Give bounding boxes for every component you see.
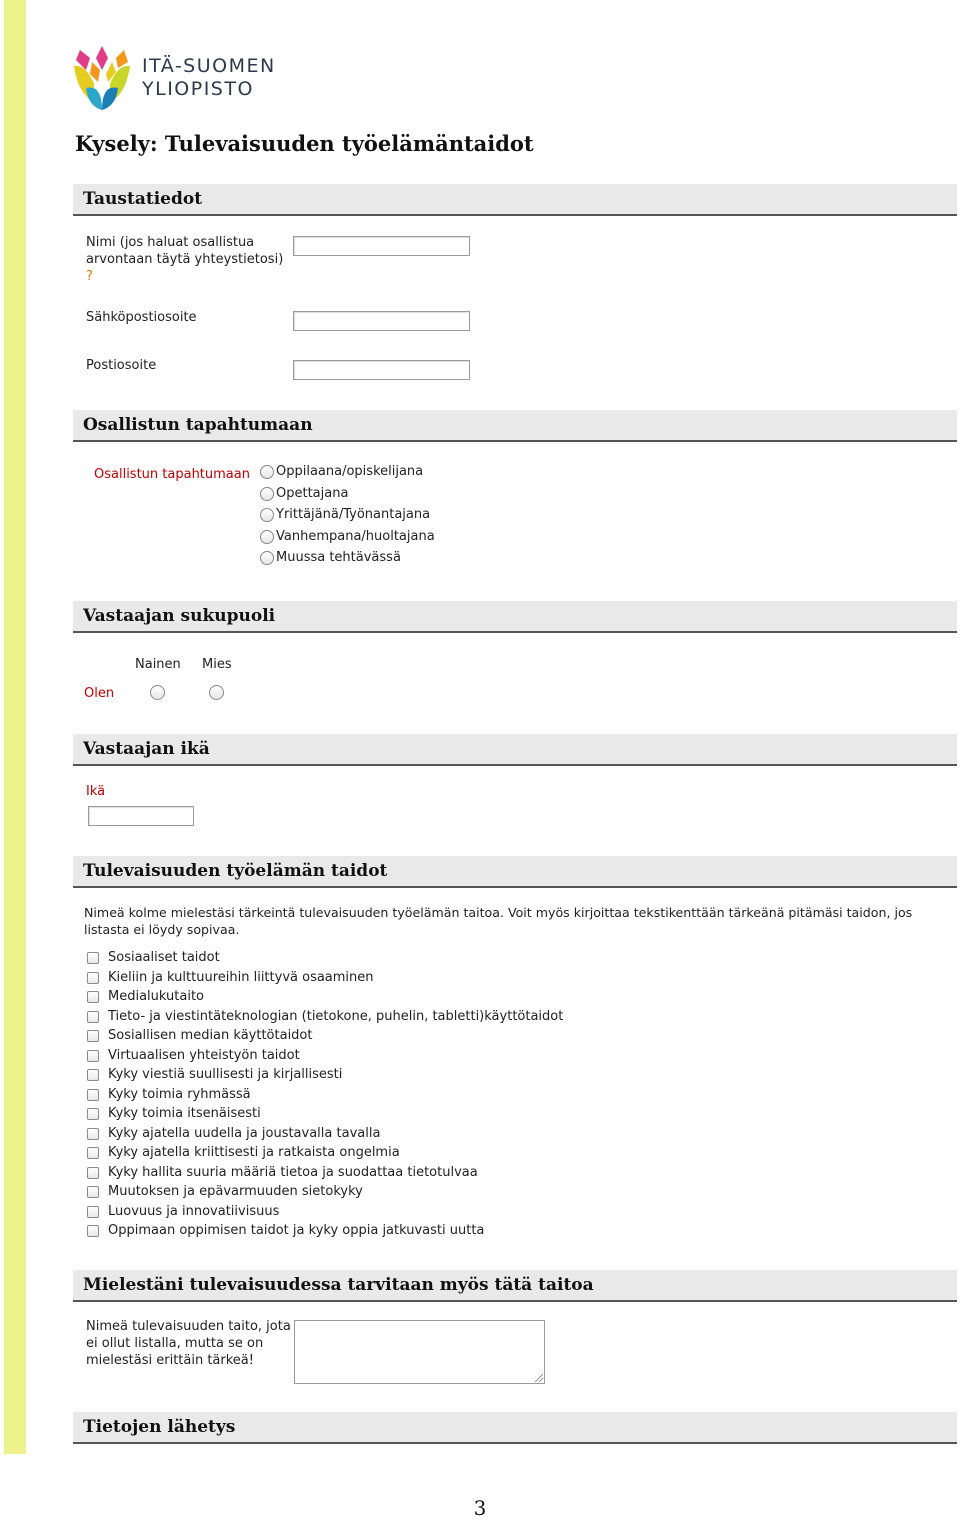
section-header-taustatiedot xyxy=(73,184,957,216)
skill-option-label[interactable]: Muutoksen ja epävarmuuden sietokyky xyxy=(108,1184,363,1199)
participation-option-label[interactable]: Opettajana xyxy=(276,485,349,501)
skill-checkbox[interactable] xyxy=(87,1069,99,1081)
participation-radio[interactable] xyxy=(260,530,274,544)
age-label: Ikä xyxy=(86,784,106,799)
participation-option-label[interactable]: Muussa tehtävässä xyxy=(276,550,401,566)
name-label-line-1: Nimi (jos haluat osallistua xyxy=(86,235,255,250)
skill-checkbox[interactable] xyxy=(87,1089,99,1101)
participation-option-label[interactable]: Yrittäjänä/Työnantajana xyxy=(276,507,431,523)
section-title: Tulevaisuuden työelämän taidot xyxy=(83,861,388,881)
name-label xyxy=(86,234,283,285)
logo-text xyxy=(142,55,276,101)
participation-label: Osallistun tapahtumaan xyxy=(94,467,250,482)
participation-radio[interactable] xyxy=(260,508,274,522)
skill-checkbox[interactable] xyxy=(87,1167,99,1179)
skill-checkbox[interactable] xyxy=(87,1186,99,1198)
gender-col-male: Mies xyxy=(202,657,232,672)
participation-option-label[interactable]: Vanhempana/huoltajana xyxy=(276,528,435,544)
skill-checkbox[interactable] xyxy=(87,952,99,964)
skill-option-label[interactable]: Tieto- ja viestintäteknologian (tietokone, puhelin, tabletti)käyttötaidot xyxy=(108,1008,564,1024)
skill-checkbox[interactable] xyxy=(87,1108,99,1120)
section-header-taidot xyxy=(73,856,957,888)
email-input[interactable] xyxy=(293,311,470,331)
resize-grip-icon[interactable] xyxy=(535,1374,543,1382)
gender-col-female: Nainen xyxy=(135,657,181,672)
logo-emblem-icon xyxy=(72,44,134,110)
section-title: Vastaajan ikä xyxy=(83,739,210,759)
section-title: Mielestäni tulevaisuudessa tarvitaan myös tätä taitoa xyxy=(83,1275,594,1295)
skill-option-label[interactable]: Medialukutaito xyxy=(108,989,204,1004)
skills-instruction-line-2: listasta ei löydy sopivaa. xyxy=(84,922,240,937)
name-input[interactable] xyxy=(293,236,470,256)
skill-option-label[interactable]: Sosiaaliset taidot xyxy=(108,950,220,965)
section-header-ika xyxy=(73,734,957,766)
gender-row-label: Olen xyxy=(84,686,115,701)
skill-option-label[interactable]: Oppimaan oppimisen taidot ja kyky oppia jatkuvasti uutta xyxy=(108,1223,485,1238)
skill-option-label[interactable]: Sosiallisen median käyttötaidot xyxy=(108,1028,313,1043)
skill-checkbox[interactable] xyxy=(87,1128,99,1140)
other-skill-label-line-3: mielestäsi erittäin tärkeä! xyxy=(86,1353,254,1368)
section-title: Taustatiedot xyxy=(83,189,203,209)
other-skill-textarea[interactable] xyxy=(294,1320,545,1384)
address-label: Postiosoite xyxy=(86,358,157,373)
help-icon[interactable]: ? xyxy=(86,269,93,284)
section-header-sukupuoli xyxy=(73,601,957,633)
logo-line-1: ITÄ-SUOMEN xyxy=(142,55,276,77)
section-title: Tietojen lähetys xyxy=(83,1417,236,1437)
skill-checkbox[interactable] xyxy=(87,1206,99,1218)
page-title: Kysely: Tulevaisuuden työelämäntaidot xyxy=(75,131,534,156)
age-input[interactable] xyxy=(88,806,194,826)
page-margin-bar xyxy=(4,0,26,1454)
skill-option-label[interactable]: Kyky viestiä suullisesti ja kirjallisesti xyxy=(108,1067,343,1082)
participation-radio[interactable] xyxy=(260,487,274,501)
skill-option-label[interactable]: Kyky hallita suuria määriä tietoa ja suodattaa tietotulvaa xyxy=(108,1164,478,1180)
skill-option-label[interactable]: Kyky toimia ryhmässä xyxy=(108,1086,251,1102)
skill-option-label[interactable]: Kyky ajatella uudella ja joustavalla tavalla xyxy=(108,1125,381,1141)
skill-checkbox[interactable] xyxy=(87,991,99,1003)
section-header-osallistun xyxy=(73,410,957,442)
other-skill-label-line-1: Nimeä tulevaisuuden taito, jota xyxy=(86,1319,291,1334)
skill-checkbox[interactable] xyxy=(87,1011,99,1023)
skill-checkbox[interactable] xyxy=(87,1050,99,1062)
skill-option-label[interactable]: Kieliin ja kulttuureihin liittyvä osaaminen xyxy=(108,969,374,985)
participation-radio[interactable] xyxy=(260,551,274,565)
email-label: Sähköpostiosoite xyxy=(86,310,197,325)
other-skill-label-line-2: ei ollut listalla, mutta se on xyxy=(86,1336,264,1351)
skill-checkbox[interactable] xyxy=(87,972,99,984)
other-skill-label xyxy=(86,1318,291,1369)
section-header-lahetys xyxy=(73,1412,957,1444)
skill-option-label[interactable]: Kyky ajatella kriittisesti ja ratkaista ongelmia xyxy=(108,1145,400,1160)
skill-checkbox[interactable] xyxy=(87,1225,99,1237)
skills-instruction-line-1: Nimeä kolme mielestäsi tärkeintä tulevaisuuden työelämän taitoa. Voit myös kirjoittaa tekstikenttään tärkeänä pitämäsi taidon, jos xyxy=(84,905,913,920)
skill-checkbox[interactable] xyxy=(87,1147,99,1159)
section-title: Vastaajan sukupuoli xyxy=(83,606,276,626)
skills-instruction xyxy=(84,904,944,938)
university-logo xyxy=(72,44,282,116)
page-number: 3 xyxy=(473,1496,487,1520)
skill-checkbox[interactable] xyxy=(87,1030,99,1042)
participation-option-label[interactable]: Oppilaana/opiskelijana xyxy=(276,464,424,479)
skill-option-label[interactable]: Virtuaalisen yhteistyön taidot xyxy=(108,1047,300,1063)
logo-line-2: YLIOPISTO xyxy=(142,78,254,100)
skill-option-label[interactable]: Luovuus ja innovatiivisuus xyxy=(108,1203,280,1219)
section-title: Osallistun tapahtumaan xyxy=(83,415,313,435)
gender-female-radio[interactable] xyxy=(150,685,165,700)
address-input[interactable] xyxy=(293,360,470,380)
section-header-muu-taito xyxy=(73,1270,957,1302)
gender-male-radio[interactable] xyxy=(209,685,224,700)
participation-radio[interactable] xyxy=(260,465,274,479)
skill-option-label[interactable]: Kyky toimia itsenäisesti xyxy=(108,1106,261,1121)
name-label-line-2: arvontaan täytä yhteystietosi) xyxy=(86,252,284,267)
